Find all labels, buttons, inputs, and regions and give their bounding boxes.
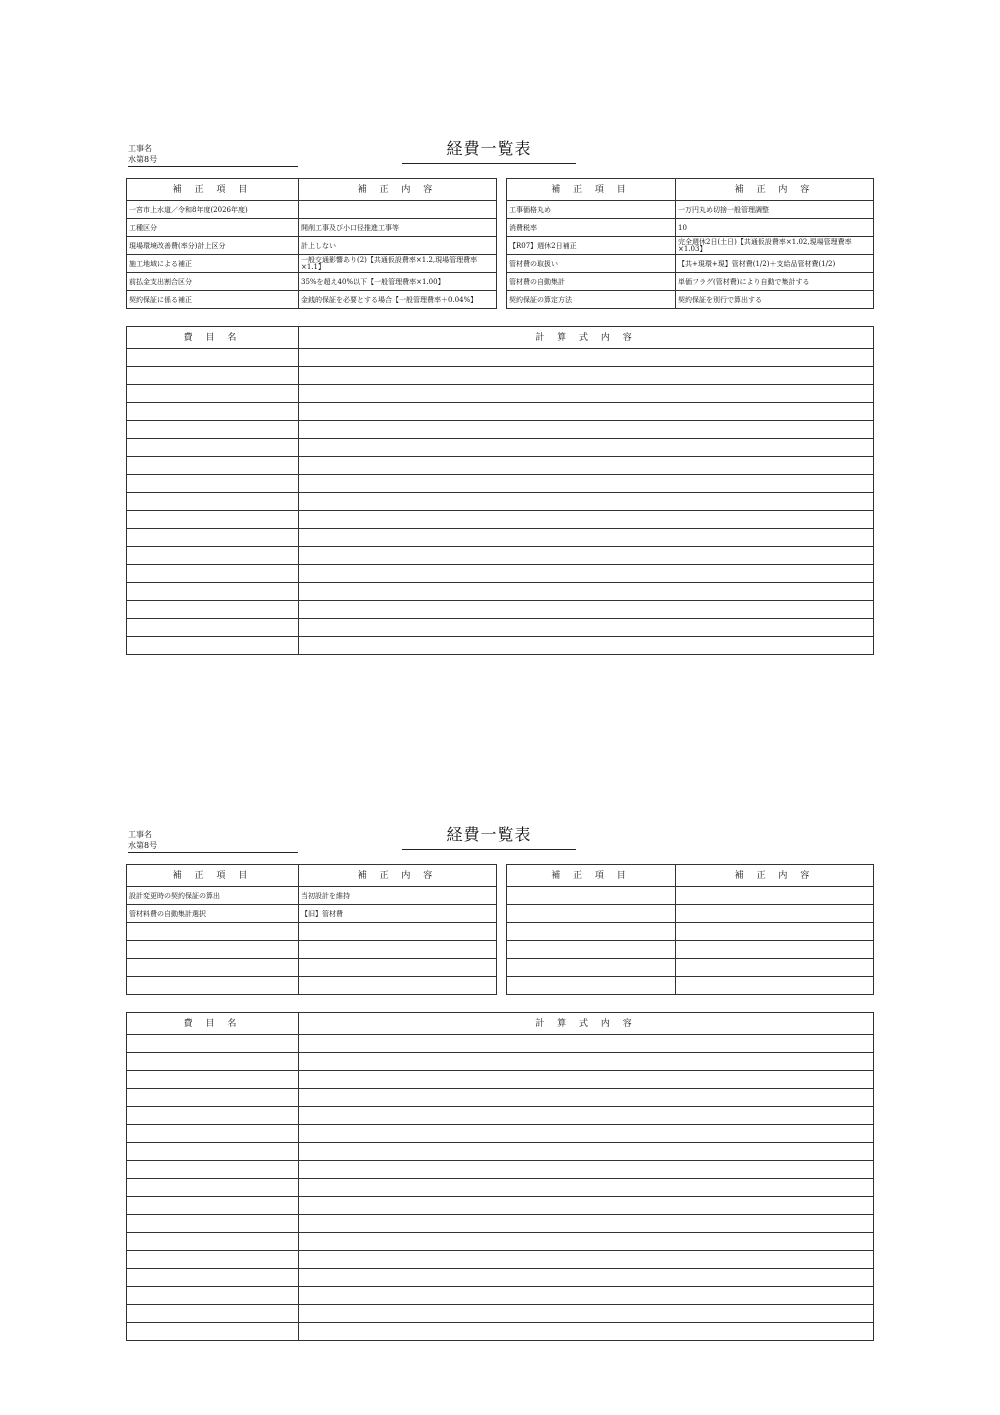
cell-content: 10 [676, 219, 874, 237]
cell-item: 設計変更時の契約保証の算出 [127, 887, 299, 905]
cell-expense-name [127, 1125, 299, 1143]
table-row [127, 1323, 874, 1341]
cell-formula [299, 349, 874, 367]
cell-item [507, 959, 676, 977]
cell-content: 35%を超え40%以下【一般管理費率×1.00】 [299, 273, 497, 291]
cell-expense-name [127, 403, 299, 421]
cell-content [299, 941, 497, 959]
table-row [127, 1269, 874, 1287]
cell-content: 計上しない [299, 237, 497, 255]
cell-formula [299, 511, 874, 529]
cell-content [299, 977, 497, 995]
table-row [127, 1287, 874, 1305]
cell-item: 契約保証に係る補正 [127, 291, 299, 309]
cell-formula [299, 493, 874, 511]
table-row [127, 583, 874, 601]
table-header-row [127, 865, 497, 887]
cell-expense-name [127, 583, 299, 601]
column-header: 補 正 内 容 [299, 865, 497, 887]
cell-content [299, 923, 497, 941]
cell-formula [299, 1269, 874, 1287]
cell-expense-name [127, 1269, 299, 1287]
table-row [127, 905, 497, 923]
cell-expense-name [127, 511, 299, 529]
project-name: 水第8号 [128, 155, 158, 164]
cell-formula [299, 637, 874, 655]
cell-item [127, 977, 299, 995]
table-header-row [507, 865, 874, 887]
cell-content [676, 905, 874, 923]
table-row [127, 619, 874, 637]
table-row [507, 941, 874, 959]
table-row [127, 1251, 874, 1269]
cell-expense-name [127, 1089, 299, 1107]
table-row [127, 1161, 874, 1179]
cell-expense-name [127, 1233, 299, 1251]
cell-item [127, 941, 299, 959]
correction-table-left [126, 864, 497, 995]
cell-formula [299, 475, 874, 493]
cell-formula [299, 385, 874, 403]
table-header-row [507, 179, 874, 201]
table-row [127, 529, 874, 547]
cell-content: 一般交通影響あり(2)【共通仮設費率×1.2,現場管理費率×1.1】 [299, 255, 497, 273]
table-row [127, 1053, 874, 1071]
cell-content [299, 201, 497, 219]
table-row [127, 493, 874, 511]
cell-formula [299, 1125, 874, 1143]
table-row [127, 421, 874, 439]
cell-expense-name [127, 1107, 299, 1125]
table-row [127, 1197, 874, 1215]
cell-content [299, 959, 497, 977]
table-row [127, 1179, 874, 1197]
project-block [128, 143, 298, 167]
table-row [127, 255, 497, 273]
cell-expense-name [127, 349, 299, 367]
table-header-row [127, 1013, 874, 1035]
cell-formula [299, 529, 874, 547]
cell-item: 管材費の自動集計 [507, 273, 676, 291]
cell-expense-name [127, 1161, 299, 1179]
cell-content [676, 941, 874, 959]
column-header: 補 正 項 目 [127, 179, 299, 201]
page-title: 経費一覧表 [402, 136, 576, 164]
cell-item [507, 905, 676, 923]
cell-formula [299, 457, 874, 475]
table-row [127, 367, 874, 385]
cell-expense-name [127, 385, 299, 403]
cell-expense-name [127, 1323, 299, 1341]
cell-content: 【共+現環+現】管材費(1/2)＋支給品管材費(1/2) [676, 255, 874, 273]
cell-content: 【旧】管材費 [299, 905, 497, 923]
correction-table-left [126, 178, 497, 309]
cell-content [676, 923, 874, 941]
project-label: 工事名 [128, 144, 152, 153]
cell-item: 契約保証の算定方法 [507, 291, 676, 309]
cell-item: 消費税率 [507, 219, 676, 237]
cell-content: 当初設計を維持 [299, 887, 497, 905]
table-row [127, 1215, 874, 1233]
table-row [127, 977, 497, 995]
table-row [127, 1125, 874, 1143]
column-header: 費 目 名 [127, 327, 299, 349]
table-row [127, 403, 874, 421]
cell-content [676, 977, 874, 995]
cell-content: 契約保証を別行で算出する [676, 291, 874, 309]
cell-expense-name [127, 1143, 299, 1161]
cell-formula [299, 1053, 874, 1071]
cell-expense-name [127, 547, 299, 565]
cell-formula [299, 1089, 874, 1107]
cell-formula [299, 1233, 874, 1251]
table-row [127, 1143, 874, 1161]
table-row [127, 941, 497, 959]
cell-item: 工事価格丸め [507, 201, 676, 219]
table-row [127, 291, 497, 309]
table-row [507, 255, 874, 273]
cell-formula [299, 367, 874, 385]
cell-formula [299, 601, 874, 619]
project-block [128, 829, 298, 853]
cell-expense-name [127, 529, 299, 547]
cell-formula [299, 547, 874, 565]
table-row [127, 887, 497, 905]
table-row [507, 291, 874, 309]
cell-item [507, 887, 676, 905]
cell-expense-name [127, 1035, 299, 1053]
cell-item [127, 959, 299, 977]
cell-formula [299, 403, 874, 421]
column-header: 補 正 項 目 [507, 179, 676, 201]
cell-content: 金銭的保証を必要とする場合【一般管理費率＋0.04%】 [299, 291, 497, 309]
table-row [507, 273, 874, 291]
cell-item [507, 941, 676, 959]
cell-expense-name [127, 565, 299, 583]
cell-item [507, 923, 676, 941]
table-row [127, 349, 874, 367]
cell-formula [299, 1035, 874, 1053]
cell-formula [299, 1305, 874, 1323]
table-row [127, 439, 874, 457]
table-row [127, 1071, 874, 1089]
cell-expense-name [127, 1305, 299, 1323]
correction-table-right [506, 178, 874, 309]
cell-formula [299, 1107, 874, 1125]
table-row [507, 887, 874, 905]
expense-table [126, 326, 874, 655]
cell-formula [299, 1197, 874, 1215]
cell-item: 前払金支出割合区分 [127, 273, 299, 291]
cell-item: 管材費の取扱い [507, 255, 676, 273]
table-row [127, 475, 874, 493]
cell-expense-name [127, 1179, 299, 1197]
cell-expense-name [127, 457, 299, 475]
cell-formula [299, 565, 874, 583]
table-row [127, 601, 874, 619]
cell-formula [299, 1323, 874, 1341]
cell-expense-name [127, 1053, 299, 1071]
cell-expense-name [127, 601, 299, 619]
cell-expense-name [127, 439, 299, 457]
cell-item: 現場環境改善費(率分)計上区分 [127, 237, 299, 255]
cell-expense-name [127, 475, 299, 493]
cell-item: 【R07】週休2日補正 [507, 237, 676, 255]
cell-content [676, 887, 874, 905]
cell-formula [299, 1215, 874, 1233]
cell-item: 管材料費の自動集計選択 [127, 905, 299, 923]
cell-content: 単価フラグ(管材費)により自動で集計する [676, 273, 874, 291]
table-header-row [127, 179, 497, 201]
cell-item: 施工地域による補正 [127, 255, 299, 273]
cell-item: 一宮市上水道／令和8年度(2026年度) [127, 201, 299, 219]
table-row [127, 959, 497, 977]
cell-expense-name [127, 367, 299, 385]
table-row [127, 565, 874, 583]
table-row [507, 905, 874, 923]
cell-item [507, 977, 676, 995]
project-name: 水第8号 [128, 841, 158, 850]
table-row [127, 1305, 874, 1323]
table-row [507, 923, 874, 941]
correction-table-right [506, 864, 874, 995]
cell-content [676, 959, 874, 977]
cell-formula [299, 583, 874, 601]
table-row [127, 1035, 874, 1053]
cell-expense-name [127, 637, 299, 655]
table-row [127, 273, 497, 291]
table-row [507, 219, 874, 237]
cell-formula [299, 1143, 874, 1161]
table-row [507, 237, 874, 255]
column-header: 費 目 名 [127, 1013, 299, 1035]
column-header: 補 正 項 目 [507, 865, 676, 887]
cell-expense-name [127, 421, 299, 439]
table-row [127, 385, 874, 403]
table-row [127, 201, 497, 219]
table-header-row [127, 327, 874, 349]
cell-expense-name [127, 1197, 299, 1215]
cell-expense-name [127, 493, 299, 511]
table-row [127, 219, 497, 237]
table-row [127, 637, 874, 655]
cell-formula [299, 439, 874, 457]
project-label: 工事名 [128, 830, 152, 839]
column-header: 計 算 式 内 容 [299, 327, 874, 349]
expense-table [126, 1012, 874, 1341]
cell-formula [299, 1161, 874, 1179]
table-row [507, 201, 874, 219]
table-row [127, 1089, 874, 1107]
cell-expense-name [127, 619, 299, 637]
table-row [507, 977, 874, 995]
table-row [127, 1107, 874, 1125]
table-row [127, 457, 874, 475]
table-row [127, 547, 874, 565]
cell-formula [299, 619, 874, 637]
sheet-1 [0, 0, 1000, 700]
column-header: 計 算 式 内 容 [299, 1013, 874, 1035]
cell-content: 一万円丸め切捨一般管理調整 [676, 201, 874, 219]
column-header: 補 正 項 目 [127, 865, 299, 887]
table-row [127, 1233, 874, 1251]
cell-expense-name [127, 1251, 299, 1269]
table-row [127, 511, 874, 529]
table-row [127, 923, 497, 941]
column-header: 補 正 内 容 [676, 865, 874, 887]
cell-formula [299, 421, 874, 439]
cell-item: 工種区分 [127, 219, 299, 237]
table-row [127, 237, 497, 255]
cell-formula [299, 1179, 874, 1197]
sheet-2 [0, 686, 1000, 1386]
cell-expense-name [127, 1071, 299, 1089]
cell-formula [299, 1287, 874, 1305]
table-row [507, 959, 874, 977]
cell-content: 開削工事及び小口径推進工事等 [299, 219, 497, 237]
page-title: 経費一覧表 [402, 822, 576, 850]
cell-formula [299, 1071, 874, 1089]
cell-content: 完全週休2日(土日)【共通仮設費率×1.02,現場管理費率×1.03】 [676, 237, 874, 255]
cell-expense-name [127, 1215, 299, 1233]
column-header: 補 正 内 容 [676, 179, 874, 201]
cell-formula [299, 1251, 874, 1269]
cell-expense-name [127, 1287, 299, 1305]
cell-item [127, 923, 299, 941]
column-header: 補 正 内 容 [299, 179, 497, 201]
